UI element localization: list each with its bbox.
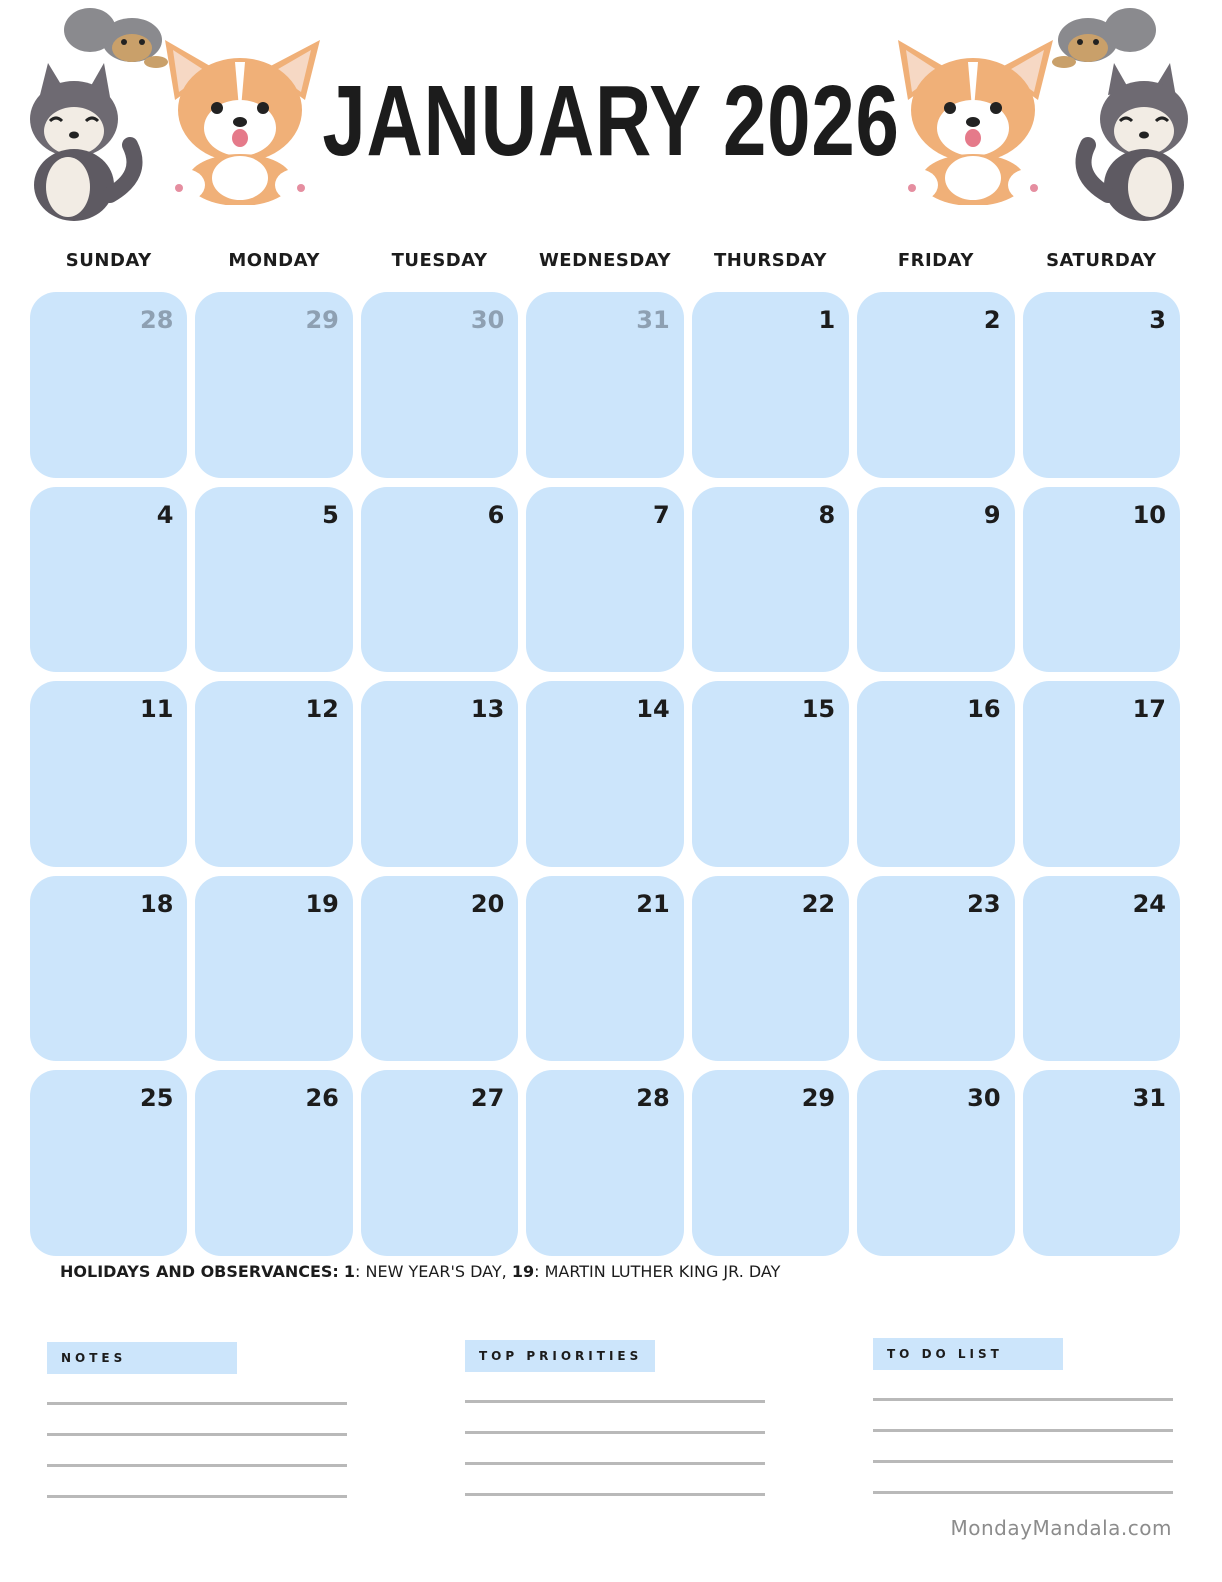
calendar-grid (26, 292, 1184, 1265)
day-number: 26 (305, 1084, 339, 1112)
day-cell[interactable] (361, 487, 518, 673)
day-cell[interactable] (361, 681, 518, 867)
day-cell[interactable] (195, 1070, 352, 1256)
day-number: 27 (470, 1084, 505, 1112)
day-cell[interactable] (692, 487, 849, 673)
day-cell[interactable] (692, 876, 849, 1062)
day-cell[interactable] (30, 681, 187, 867)
day-number: 30 (470, 306, 505, 334)
day-cell[interactable] (1023, 487, 1180, 673)
day-number: 19 (305, 889, 339, 918)
writing-line[interactable] (873, 1429, 1173, 1432)
day-cell[interactable] (857, 292, 1014, 478)
day-cell[interactable] (30, 876, 187, 1062)
weekday-header (26, 250, 1184, 271)
todo-section (873, 1338, 1173, 1494)
day-cell[interactable] (195, 681, 352, 867)
writing-line[interactable] (47, 1464, 347, 1467)
day-cell[interactable] (1023, 681, 1180, 867)
holidays-label: HOLIDAYS AND OBSERVANCES: (60, 1262, 339, 1281)
writing-line[interactable] (873, 1491, 1173, 1494)
day-number: 8 (818, 500, 836, 529)
brand-watermark: MondayMandala.com (950, 1516, 1172, 1540)
day-number: 21 (636, 889, 670, 918)
day-number: 15 (801, 695, 836, 723)
day-cell[interactable] (195, 876, 352, 1062)
husky-icon (1068, 55, 1208, 225)
writing-line[interactable] (47, 1402, 347, 1405)
day-cell[interactable] (361, 876, 518, 1062)
page-title: JANUARY 2026 (322, 65, 900, 177)
day-cell[interactable] (692, 681, 849, 867)
day-number: 6 (487, 500, 505, 529)
day-cell[interactable] (857, 876, 1014, 1062)
holiday-item: 19: MARTIN LUTHER KING JR. DAY (511, 1262, 781, 1281)
day-number: 17 (1132, 695, 1166, 723)
writing-line[interactable] (47, 1495, 347, 1498)
day-number: 10 (1132, 500, 1166, 529)
day-cell[interactable] (526, 292, 683, 478)
weekday-label: TUESDAY (391, 250, 488, 271)
day-cell[interactable] (526, 681, 683, 867)
day-cell[interactable] (526, 487, 683, 673)
husky-icon (10, 55, 150, 225)
day-number: 29 (305, 306, 339, 334)
weekday-label: WEDNESDAY (538, 250, 672, 271)
day-cell[interactable] (1023, 1070, 1180, 1256)
day-number: 28 (140, 306, 174, 334)
day-cell[interactable] (857, 1070, 1014, 1256)
day-number: 11 (140, 695, 174, 723)
day-cell[interactable] (692, 292, 849, 478)
day-number: 4 (156, 500, 174, 529)
day-number: 28 (636, 1084, 670, 1112)
day-cell[interactable] (526, 876, 683, 1062)
day-number: 31 (636, 306, 670, 334)
day-number: 12 (305, 695, 339, 723)
day-cell[interactable] (30, 1070, 187, 1256)
day-cell[interactable] (195, 487, 352, 673)
day-cell[interactable] (361, 292, 518, 478)
day-cell[interactable] (361, 1070, 518, 1256)
priorities-label: TOP PRIORITIES (465, 1340, 655, 1372)
day-cell[interactable] (526, 1070, 683, 1256)
day-number: 13 (470, 695, 505, 723)
day-number: 24 (1132, 889, 1166, 918)
writing-line[interactable] (465, 1431, 765, 1434)
day-number: 31 (1132, 1084, 1166, 1112)
day-cell[interactable] (1023, 292, 1180, 478)
day-cell[interactable] (30, 292, 187, 478)
day-cell[interactable] (195, 292, 352, 478)
weekday-label: SATURDAY (1046, 250, 1157, 271)
day-number: 9 (983, 500, 1001, 529)
day-cell[interactable] (1023, 876, 1180, 1062)
day-cell[interactable] (692, 1070, 849, 1256)
day-number: 5 (322, 500, 339, 529)
day-number: 22 (801, 889, 836, 918)
day-cell[interactable] (857, 487, 1014, 673)
day-number: 18 (140, 889, 174, 918)
day-number: 23 (967, 889, 1001, 918)
weekday-label: THURSDAY (713, 250, 827, 271)
priorities-section (465, 1340, 765, 1496)
day-cell[interactable] (30, 487, 187, 673)
day-number: 29 (801, 1084, 836, 1112)
day-number: 30 (967, 1084, 1001, 1112)
day-cell[interactable] (857, 681, 1014, 867)
notes-section (47, 1342, 347, 1498)
todo-label: TO DO LIST (873, 1338, 1063, 1370)
writing-line[interactable] (465, 1400, 765, 1403)
writing-line[interactable] (465, 1462, 765, 1465)
writing-line[interactable] (465, 1493, 765, 1496)
day-number: 3 (1149, 306, 1166, 334)
day-number: 2 (983, 306, 1001, 334)
day-number: 16 (967, 695, 1001, 723)
day-number: 20 (470, 889, 505, 918)
day-number: 25 (140, 1084, 174, 1112)
holiday-item: 1: NEW YEAR'S DAY, (343, 1262, 507, 1281)
writing-line[interactable] (47, 1433, 347, 1436)
day-number: 1 (818, 306, 836, 334)
notes-label: NOTES (47, 1342, 237, 1374)
holidays-line (60, 1262, 780, 1281)
day-number: 14 (636, 695, 670, 723)
weekday-label: MONDAY (228, 250, 320, 271)
yorkie-icon (60, 0, 170, 75)
weekday-label: FRIDAY (897, 250, 974, 271)
day-number: 7 (653, 500, 670, 529)
writing-line[interactable] (873, 1398, 1173, 1401)
weekday-label: SUNDAY (65, 250, 152, 271)
writing-line[interactable] (873, 1460, 1173, 1463)
